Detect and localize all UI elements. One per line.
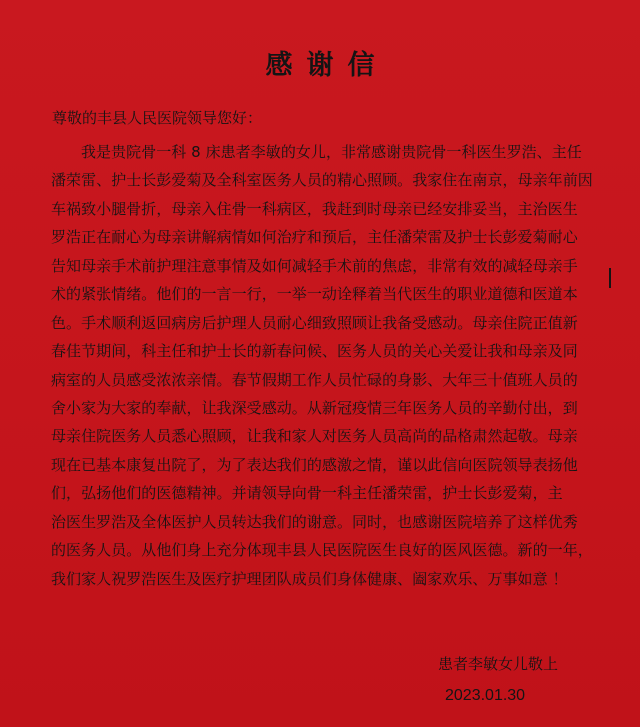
body-line: 母亲住院医务人员悉心照顾，让我和家人对医务人员高尚的品格肃然起敬。母亲: [51, 427, 578, 446]
body-line: 们，弘扬他们的医德精神。并请领导向骨一科主任潘荣雷，护士长彭爱菊，主: [51, 484, 563, 503]
body-line: 现在已基本康复出院了，为了表达我们的感激之情，谨以此信向医院领导表扬他: [51, 455, 578, 474]
letter-title: 感谢信: [265, 50, 389, 81]
letter-salutation: 尊敬的丰县人民医院领导您好：: [52, 109, 263, 127]
body-line: 春佳节期间，科主任和护士长的新春问候、医务人员的关心关爱让我和母亲及同: [51, 342, 578, 361]
body-line: 告知母亲手术前护理注意事情及如何减轻手术前的焦虑，非常有效的减轻母亲手: [51, 256, 578, 275]
body-line: 潘荣雷、护士长彭爱菊及全科室医务人员的精心照顾。我家住在南京，母亲年前因: [51, 171, 593, 190]
body-line: 我们家人祝罗浩医生及医疗护理团队成员们身体健康、阖家欢乐、万事如意 ！: [51, 569, 568, 588]
body-line: 术的紧张情绪。他们的一言一行，一举一动诠释着当代医生的职业道德和医道本: [51, 285, 578, 304]
body-line: 病室的人员感受浓浓亲情。春节假期工作人员忙碌的身影、大年三十值班人员的: [51, 370, 578, 389]
body-line: 我是贵院骨一科 8 床患者李敏的女儿，非常感谢贵院骨一科医生罗浩、主任: [81, 143, 582, 161]
body-line: 罗浩正在耐心为母亲讲解病情如何治疗和预后，主任潘荣雷及护士长彭爱菊耐心: [51, 228, 578, 247]
body-line: 色。手术顺利返回病房后护理人员耐心细致照顾让我备受感动。母亲住院正值新: [51, 313, 578, 332]
body-line: 车祸致小腿骨折，母亲入住骨一科病区，我赶到时母亲已经安排妥当，主治医生: [51, 199, 578, 218]
body-line: 的医务人员。从他们身上充分体现丰县人民医院医生良好的医风医德。新的一年，: [51, 541, 593, 560]
letter-date: 2023.01.30: [445, 687, 526, 704]
text-cursor-mark: [609, 268, 611, 288]
body-line: 舍小家为大家的奉献，让我深受感动。从新冠疫情三年医务人员的辛勤付出，到: [51, 398, 578, 417]
body-line: 治医生罗浩及全体医护人员转达我们的谢意。同时，也感谢医院培养了这样优秀: [51, 512, 578, 531]
letter-signature: 患者李敏女儿敬上: [438, 655, 559, 673]
letter-body: [51, 140, 616, 595]
